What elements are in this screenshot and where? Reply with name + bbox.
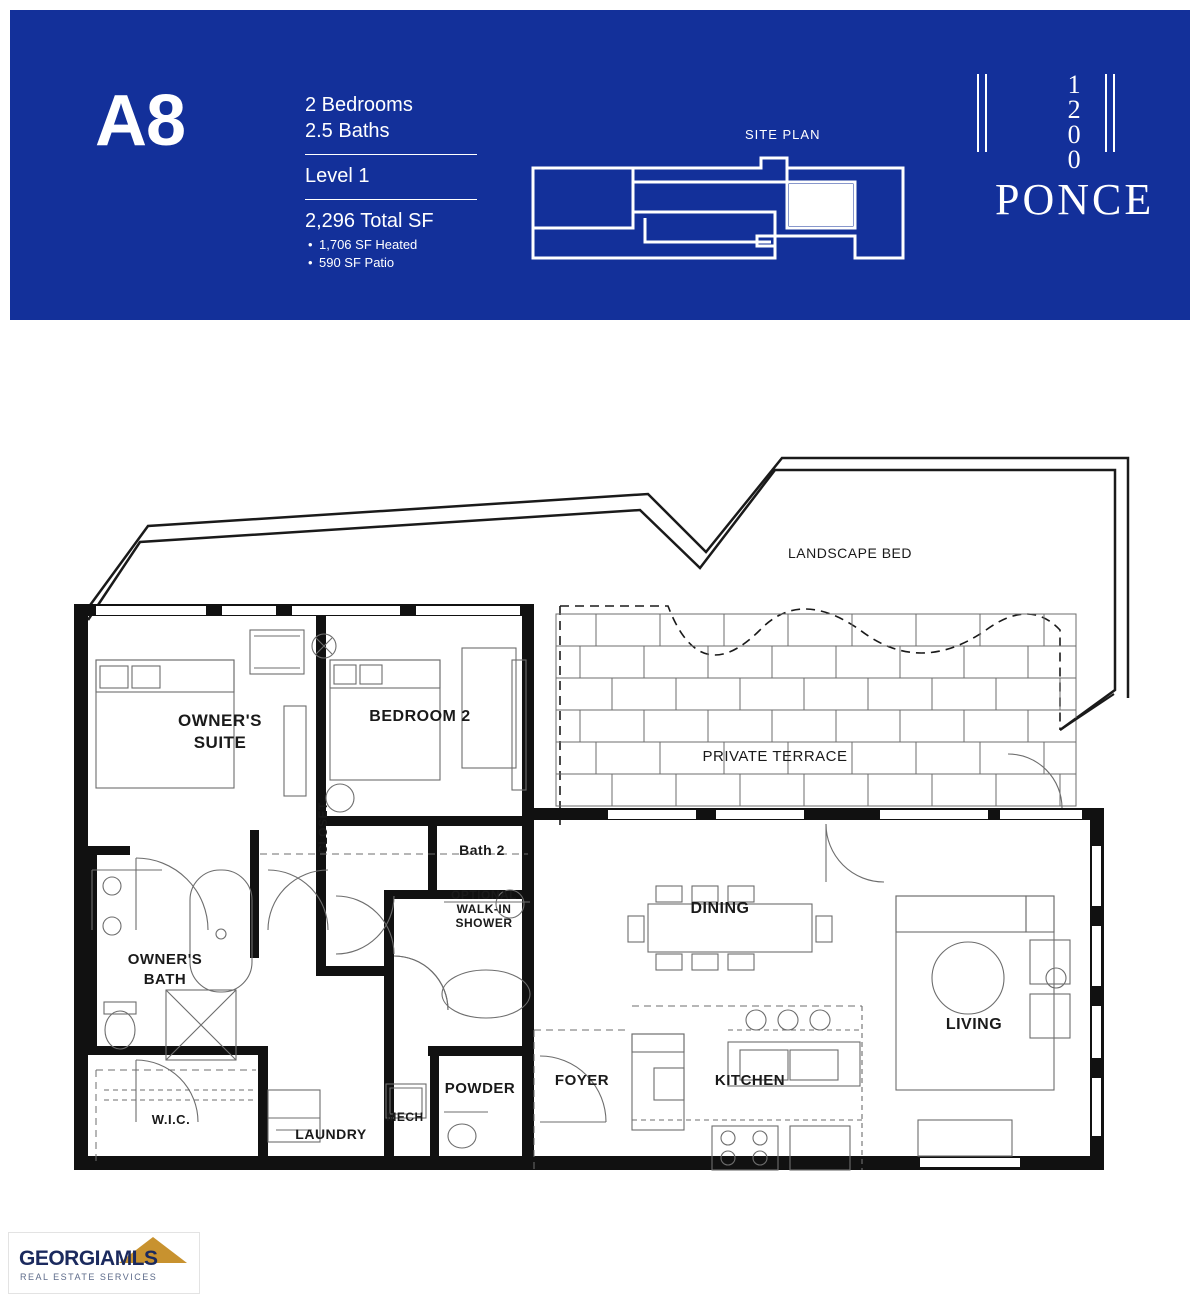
room-label-bath-2: Bath 2 (459, 842, 505, 858)
brand-logo (995, 72, 1154, 225)
room-label-owners-suite: OWNER'S SUITE (177, 711, 263, 752)
room-label-kitchen: KITCHEN (714, 1072, 786, 1089)
site-plan-diagram (525, 150, 925, 275)
unit-specs (305, 92, 485, 272)
spec-divider-2 (305, 199, 477, 200)
room-label-laundry: LAUNDRY (295, 1126, 367, 1142)
brand-name: PONCE (995, 175, 1155, 224)
brand-bars (977, 74, 1127, 152)
baths-label: 2.5 Baths (305, 120, 390, 142)
room-label-private-terrace: PRIVATE TERRACE (702, 748, 848, 765)
bedrooms-label: 2 Bedrooms (305, 94, 413, 116)
sf-breakdown-item: • 1,706 SF Heated (319, 236, 485, 254)
room-label-bedroom-2: BEDROOM 2 (369, 708, 471, 725)
logo-subtitle: REAL ESTATE SERVICES (20, 1272, 158, 1282)
room-label-powder: POWDER (444, 1080, 516, 1097)
header-banner (10, 10, 1190, 320)
landscape-boundary (88, 458, 1128, 730)
terrace-door (1060, 694, 1114, 730)
spec-divider-1 (305, 154, 477, 155)
sf-breakdown-list (305, 236, 485, 272)
landscape-bed-outline (560, 606, 1060, 830)
site-plan-label: SITE PLAN (745, 127, 821, 142)
level-label: Level 1 (305, 165, 370, 187)
room-label-owners-bath: OWNER'S BATH (127, 951, 203, 988)
room-label-optional-walk-in-shower: OPTIONAL WALK-IN SHOWER (451, 888, 517, 930)
room-label-wic: W.I.C. (151, 1112, 191, 1127)
floorplan-drawing (0, 330, 1200, 1230)
brand-number-1: 1 (1067, 70, 1082, 99)
sf-breakdown-item: • 590 SF Patio (319, 254, 485, 272)
logo-text: GEORGIAMLS (19, 1247, 158, 1270)
room-label-mech: MECH (386, 1110, 424, 1124)
plan-code: A8 (95, 81, 186, 161)
georgia-mls-logo (8, 1232, 200, 1294)
room-label-closet: CLOSET (316, 802, 330, 854)
room-label-living: LIVING (945, 1016, 1003, 1033)
brand-number-3: 0 (1067, 120, 1082, 149)
room-label-foyer: FOYER (554, 1072, 610, 1089)
brand-number-4: 0 (1067, 145, 1082, 174)
room-label-dining: DINING (690, 900, 750, 917)
terrace-paving (556, 614, 1076, 806)
total-sf-label: 2,296 Total SF (305, 210, 434, 232)
brand-number-2: 2 (1067, 95, 1082, 124)
room-label-landscape-bed: LANDSCAPE BED (788, 545, 912, 561)
